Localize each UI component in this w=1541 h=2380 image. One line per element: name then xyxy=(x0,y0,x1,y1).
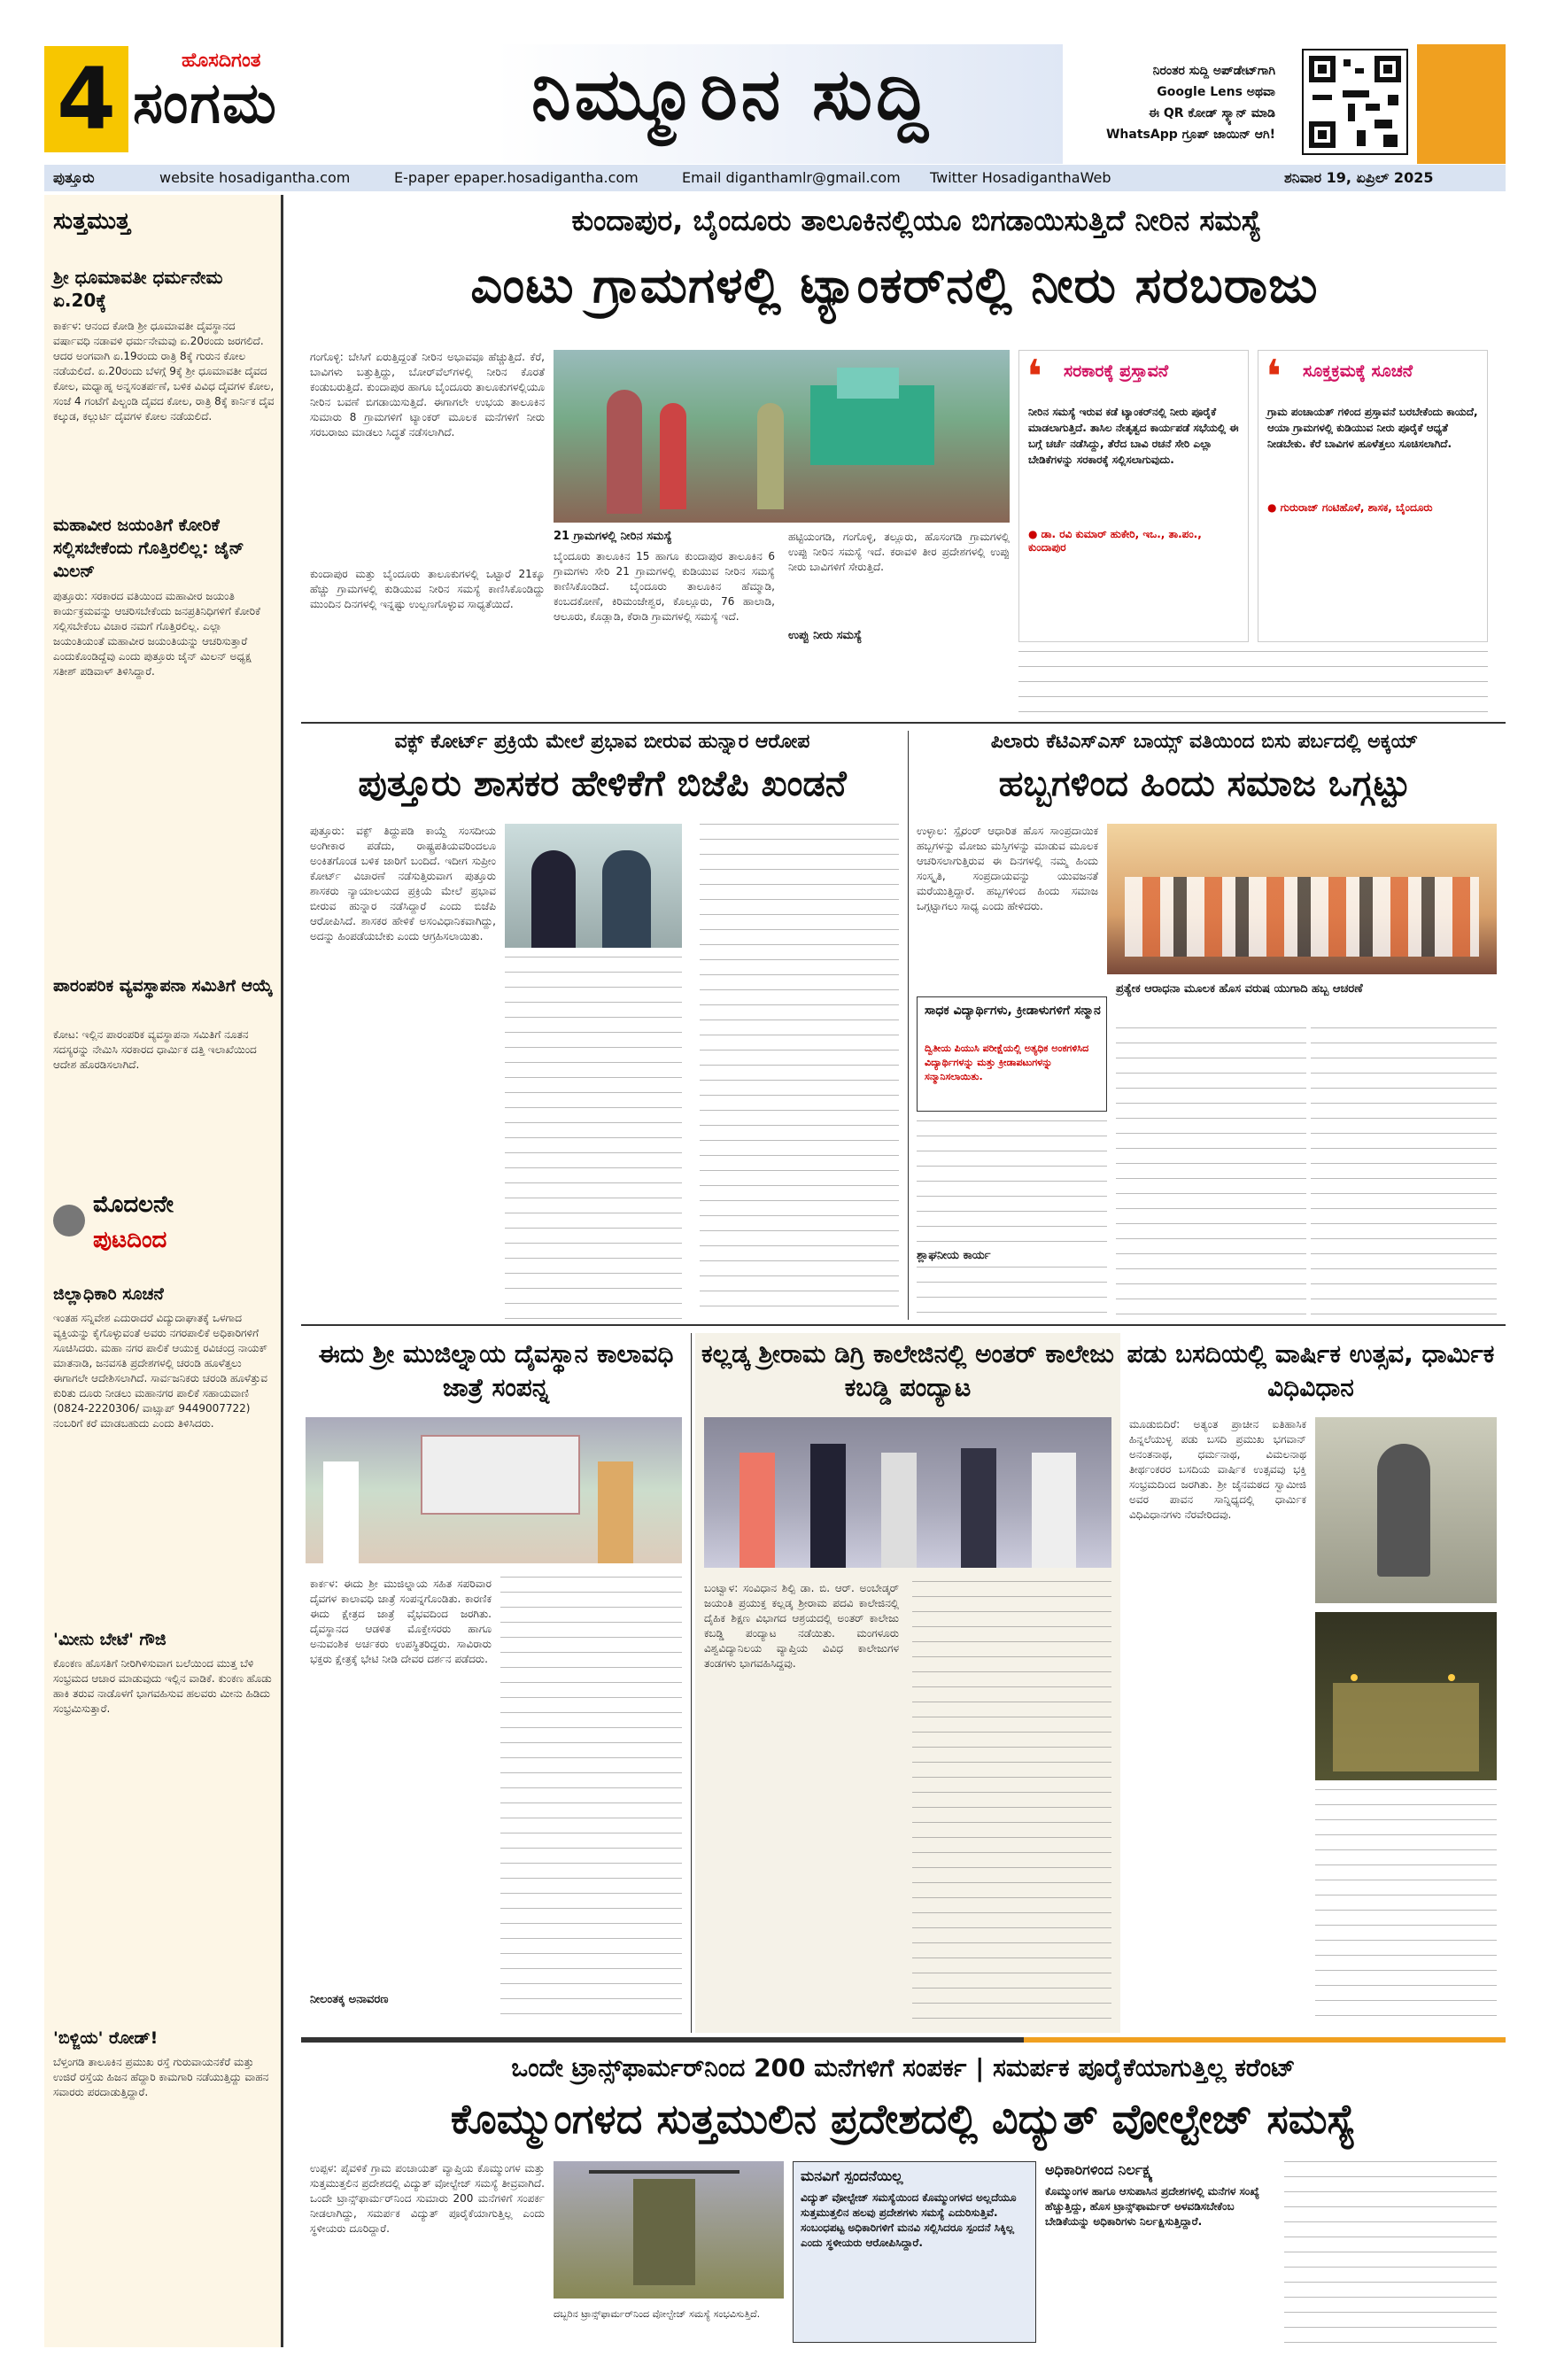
sidebar-feature-subtitle: ಪುಟದಿಂದ xyxy=(93,1227,167,1253)
sidebar-article: ಕೋಟ: ಇಲ್ಲಿನ ಪಾರಂಪರಿಕ ವ್ಯವಸ್ಥಾಪನಾ ಸಮಿತಿಗೆ ನೂತನ ಸದಸ್ಯರನ್ನು ನೇಮಿಸಿ ಸರಕಾರದ ಧಾರ್ಮಿಕ ದತ್ತಿ ಇಲಾಖೆಯಿಂದ ಆದೇಶ ಹೊರಡಿಸಲಾಗಿದೆ. xyxy=(53,1028,257,1071)
story3-subhead: ಶ್ಲಾಘನೀಯ ಕಾರ್ಯ xyxy=(917,1249,991,1262)
quote-head: ಸೂಕ್ತಕ್ರಮಕ್ಕೆ ಸೂಚನೆ xyxy=(1303,361,1413,381)
sidebar-section-name: ಸುತ್ತಮುತ್ತ xyxy=(53,208,131,235)
email-link[interactable]: Email diganthamlr@gmail.com xyxy=(682,169,901,186)
story7-box xyxy=(793,2161,1036,2343)
qr-text-line: WhatsApp ಗ್ರೂಪ್ ಜಾಯಿನ್ ಆಗಿ! xyxy=(1105,128,1275,142)
brand-small: ಹೊಸದಿಗಂತ xyxy=(182,50,261,72)
qr-instructions xyxy=(1072,60,1275,145)
story5-headline: ಕಲ್ಲಡ್ಕ ಶ್ರೀರಾಮ ಡಿಗ್ರಿ ಕಾಲೇಜಿನಲ್ಲಿ ಅಂತರ್ ಕಾಲೇಜು ಕಬಡ್ಡಿ ಪಂದ್ಯಾಟ xyxy=(701,1339,1114,1402)
story7-box2-body: ಕೊಮ್ಮುಂಗಳ ಹಾಗೂ ಆಸುಪಾಸಿನ ಪ್ರದೇಶಗಳಲ್ಲಿ ಮನೆಗಳ ಸಂಖ್ಯೆ ಹೆಚ್ಚುತ್ತಿದ್ದು, ಹೊಸ ಟ್ರಾನ್ಸ್‌ಫಾರ್ಮರ್ ಅಳವಡಿಸಬೇಕೆಂಬ ಬೇಡಿಕೆಯನ್ನು ಅಧಿಕಾರಿಗಳು ನಿರ್ಲಕ್ಷಿಸುತ್ತಿದ್ದಾರೆ. xyxy=(1045,2185,1260,2228)
story3-box2-head: ಪ್ರತ್ಯೇಕ ಆರಾಧನಾ ಮೂಲಕ ಹೊಸ ವರುಷ ಯುಗಾದಿ ಹಬ್ಬ ಆಚರಣೆ xyxy=(1116,982,1363,996)
quote-box xyxy=(1258,350,1488,642)
story3-box xyxy=(917,996,1107,1112)
lead-subbody-text: ಹಟ್ಟಿಯಂಗಡಿ, ಗಂಗೊಳ್ಳಿ, ತಲ್ಲೂರು, ಹೊಸಂಗಡಿ ಗ್ರಾಮಗಳಲ್ಲಿ ಉಪ್ಪು ನೀರಿನ ಸಮಸ್ಯೆ ಇದೆ. ಕರಾವಳಿ ತೀರ ಪ್ರದೇಶಗಳಲ್ಲಿ ಉಪ್ಪು ನೀರು ಬಾವಿಗಳಿಗೆ ಸೇರುತ್ತಿದೆ. xyxy=(788,531,1010,573)
divider-strip xyxy=(301,2037,1506,2043)
story3-box-body: ದ್ವಿತೀಯ ಪಿಯುಸಿ ಪರೀಕ್ಷೆಯಲ್ಲಿ ಅತ್ಯಧಿಕ ಅಂಕಗಳಿಸಿದ ವಿದ್ಯಾರ್ಥಿಗಳನ್ನು ಮತ್ತು ಕ್ರೀಡಾಪಟುಗಳನ್ನು ಸನ್ಮಾನಿಸಲಾಯಿತು. xyxy=(925,1043,1089,1082)
story7-box-body: ವಿದ್ಯುತ್ ವೋಲ್ಟೇಜ್ ಸಮಸ್ಯೆಯಿಂದ ಕೊಮ್ಮುಂಗಳದ ಅಲ್ಲದೆಯೂ ಸುತ್ತಮುತ್ತಲಿನ ಹಲವು ಪ್ರದೇಶಗಳು ಸಮಸ್ಯೆ ಎದುರಿಸುತ್ತಿವೆ. ಸಂಬಂಧಪಟ್ಟ ಅಧಿಕಾರಿಗಳಿಗೆ ಮನವಿ ಸಲ್ಲಿಸಿದರೂ ಸ್ಪಂದನೆ ಸಿಕ್ಕಿಲ್ಲ ಎಂದು ಸ್ಥಳೀಯರು ಆರೋಪಿಸಿದ್ದಾರೆ. xyxy=(801,2191,1017,2249)
sidebar-headline: 'ಬಿಳ್ಜಿಯ' ರೋಡ್! xyxy=(53,2028,159,2048)
city-label: ಪುತ್ತೂರು xyxy=(53,169,95,186)
lead-continuation-text xyxy=(1018,651,1488,717)
story7-body-column xyxy=(1284,2161,1497,2343)
story5-body-column xyxy=(912,1581,1111,2024)
sidebar-headline: ಮಹಾವೀರ ಜಯಂತಿಗೆ ಕೋರಿಕೆ ಸಲ್ಲಿಸಬೇಕೆಂದು ಗೊತ್ತಿರಲಿಲ್ಲ: ಜೈನ್ ಮಿಲನ್ xyxy=(53,516,244,581)
quote-body: ಗ್ರಾಮ ಪಂಚಾಯತ್ ಗಳಿಂದ ಪ್ರಸ್ತಾವನೆ ಬರಬೇಕೆಂದು ಕಾಯದೆ, ಆಯಾ ಗ್ರಾಮಗಳಲ್ಲಿ ಕುಡಿಯುವ ನೀರು ಪೂರೈಕೆ ಆಧ್ಯತೆ ನೀಡಬೇಕು. ಕೆರೆ ಬಾವಿಗಳ ಹೂಳೆತ್ತಲು ಸೂಚಿಸಲಾಗಿದೆ. xyxy=(1267,406,1478,450)
story3-headline: ಹಬ್ಬಗಳಿಂದ ಹಿಂದು ಸಮಾಜ ಒಗ್ಗಟ್ಟು xyxy=(998,764,1411,804)
lead-body: ಕುಂದಾಪುರ ಮತ್ತು ಬೈಂದೂರು ತಾಲೂಕುಗಳಲ್ಲಿ ಒಟ್ಟಾರೆ 21ಕ್ಕೂ ಹೆಚ್ಚು ಗ್ರಾಮಗಳಲ್ಲಿ ಕುಡಿಯುವ ನೀರಿನ ಸಮಸ್ಯೆ ಕಾಣಿಸಿಕೊಂಡಿದ್ದು ಮುಂದಿನ ದಿನಗಳಲ್ಲಿ ಇನ್ನಷ್ಟು ಉಲ್ಬಣಗೊಳ್ಳುವ ಸಾಧ್ಯತೆಯಿದೆ. xyxy=(310,568,545,610)
sidebar-article: ಕೊಂಕಣ ಹೊಸತಿಗೆ ನೀರಿಗಿಳಿಸುವಾಗ ಬಲೆಯಿಂದ ಮುತ್ತ ಬೆಳಿ ಸಂಭ್ರಮದ ಆಚಾರ ಮಾಡುವುದು ಇಲ್ಲಿನ ವಾಡಿಕೆ. ಕುಂಕಣ ಹೊಡು ಹಾಕಿ ತರುವ ನಾಡೊಳಗೆ ಭಾಗವಹಿಸುವ ಹಲವರು ಮೀನು ಹಿಡಿದು ಸಂಭ್ರಮಿಸುತ್ತಾರೆ. xyxy=(53,1657,272,1715)
orange-strip xyxy=(1417,44,1506,164)
lead-subhead: ಉಪ್ಪು ನೀರು ಸಮಸ್ಯೆ xyxy=(788,629,863,642)
story4-photo xyxy=(306,1417,682,1563)
story2-photo xyxy=(505,824,682,948)
sidebar-headline: ಶ್ರೀ ಧೂಮಾವತೀ ಧರ್ಮನೇಮ ಏ.20ಕ್ಕೆ xyxy=(53,267,223,311)
quote-icon: ❛ xyxy=(1026,351,1043,404)
story6-body-column xyxy=(1315,1789,1497,2024)
story3-body-column xyxy=(917,1267,1107,1320)
story6-body: ಮೂಡುಬಿದಿರೆ: ಅತ್ಯಂತ ಪ್ರಾಚೀನ ಐತಿಹಾಸಿಕ ಹಿನ್ನಲೆಯುಳ್ಳ ಪಡು ಬಸದಿ ಪ್ರಮುಖ ಭಗವಾನ್ ಅನಂತನಾಥ, ಧರ್ಮನಾಥ, ವಿಮಲನಾಥ ತೀರ್ಥಂಕರರ ಬಸದಿಯ ವಾರ್ಷಿಕ ಉತ್ಸವವು ಭಕ್ತಿ ಸಂಭ್ರಮದಿಂದ ಜರಗಿತು. ಶ್ರೀ ಜೈನಮಠದ ಸ್ವಾಮೀಜಿ ಅವರ ಪಾವನ ಸಾನ್ನಿಧ್ಯದಲ್ಲಿ ಧಾರ್ಮಿಕ ವಿಧಿವಿಧಾನಗಳು ನೆರವೇರಿದವು. xyxy=(1129,1418,1306,1521)
divider xyxy=(301,1324,1506,1326)
story7-box2-head: ಅಧಿಕಾರಿಗಳಿಂದ ನಿರ್ಲಕ್ಷ್ಯ xyxy=(1045,2161,1153,2178)
quote-byline: ● ಡಾ. ರವಿ ಕುಮಾರ್ ಹುಕೇರಿ, ಇಒ., ತಾ.ಪಂ., ಕುಂದಾಪುರ xyxy=(1028,528,1202,554)
story3-box-head: ಸಾಧಕ ವಿದ್ಯಾರ್ಥಿಗಳು, ಕ್ರೀಡಾಳುಗಳಿಗೆ ಸನ್ಮಾನ xyxy=(925,1004,1101,1018)
quote-body: ನೀರಿನ ಸಮಸ್ಯೆ ಇರುವ ಕಡೆ ಟ್ಯಾಂಕರ್‌ನಲ್ಲಿ ನೀರು ಪೂರೈಕೆ ಮಾಡಲಾಗುತ್ತಿದೆ. ತಾಸಿಲ ನೇತೃತ್ವದ ಕಾರ್ಯಪಡೆ ಸಭೆಯಲ್ಲಿ ಈ ಬಗ್ಗೆ ಚರ್ಚೆ ನಡೆಸಿದ್ದು, ತೆರೆದ ಬಾವಿ ರಚನೆ ಸೇರಿ ಎಲ್ಲಾ ಬೇಡಿಕೆಗಳನ್ನು ಸರಕಾರಕ್ಕೆ ಸಲ್ಲಿಸಲಾಗುವುದು. xyxy=(1028,406,1239,466)
story5-body: ಬಂಟ್ವಾಳ: ಸಂವಿಧಾನ ಶಿಲ್ಪಿ ಡಾ. ಬಿ. ಆರ್. ಅಂಬೇಡ್ಕರ್ ಜಯಂತಿ ಪ್ರಯುಕ್ತ ಕಲ್ಲಡ್ಕ ಶ್ರೀರಾಮ ಪದವಿ ಕಾಲೇಜಿನಲ್ಲಿ ದೈಹಿಕ ಶಿಕ್ಷಣ ವಿಭಾಗದ ಆಶ್ರಯದಲ್ಲಿ ಅಂತರ್ ಕಾಲೇಜು ಕಬಡ್ಡಿ ಪಂದ್ಯಾಟ ನಡೆಯಿತು. ಮಂಗಳೂರು ವಿಶ್ವವಿದ್ಯಾನಿಲಯ ವ್ಯಾಪ್ತಿಯ ವಿವಿಧ ಕಾಲೇಜುಗಳ ತಂಡಗಳು ಭಾಗವಹಿಸಿದ್ದವು. xyxy=(704,1582,899,1670)
lead-photo xyxy=(554,350,1010,523)
story4-byline: ನೀಲಂತಕ್ಕ ಅನಾವರಣ xyxy=(310,1993,389,2006)
qr-text-line: Google Lens ಅಥವಾ xyxy=(1157,85,1275,99)
story4-body: ಕಾರ್ಕಳ: ಈದು ಶ್ರೀ ಮುಜಿಲ್ನಾಯ ಸಹಿತ ಸಪರಿವಾರ ದೈವಗಳ ಕಾಲಾವಧಿ ಜಾತ್ರೆ ಸಂಪನ್ನಗೊಂಡಿತು. ಕಾರಣಿಕ ಈದು ಕ್ಷೇತ್ರದ ಜಾತ್ರೆ ವೈಭವದಿಂದ ಜರಗಿತು. ದೈವಸ್ಥಾನದ ಆಡಳಿತ ಮೊಕ್ತೇಸರರು ಹಾಗೂ ಅನುವಂಶಿಕ ಅರ್ಚಕರು ಉಪಸ್ಥಿತರಿದ್ದರು. ಸಾವಿರಾರು ಭಕ್ತರು ಕ್ಷೇತ್ರಕ್ಕೆ ಭೇಟಿ ನೀಡಿ ದೇವರ ದರ್ಶನ ಪಡೆದರು. xyxy=(310,1578,492,1665)
story4-headline: ಈದು ಶ್ರೀ ಮುಜಿಲ್ನಾಯ ದೈವಸ್ಥಾನ ಕಾಲಾವಧಿ ಜಾತ್ರೆ ಸಂಪನ್ನ xyxy=(318,1339,674,1402)
lead-kicker: ಕುಂದಾಪುರ, ಬೈಂದೂರು ತಾಲೂಕಿನಲ್ಲಿಯೂ ಬಿಗಡಾಯಿಸುತ್ತಿದೆ ನೀರಿನ ಸಮಸ್ಯೆ xyxy=(571,204,1262,237)
story2-headline: ಪುತ್ತೂರು ಶಾಸಕರ ಹೇಳಿಕೆಗೆ ಬಿಜೆಪಿ ಖಂಡನೆ xyxy=(358,764,847,804)
story3-body: ಉಳ್ಳಾಲ: ಸ್ಪೈರಂರ್ ಆಧಾರಿತ ಹೊಸ ಸಾಂಪ್ರದಾಯಿಕ ಹಬ್ಬಗಳನ್ನು ಮೋಜು ಮಸ್ತಿಗಳನ್ನು ಮಾಡುವ ಮೂಲಕ ಆಚರಿಸಲಾಗುತ್ತಿರುವ ಈ ದಿನಗಳಲ್ಲಿ ನಮ್ಮ ಹಿಂದು ಸಂಸ್ಕೃತಿ, ಸಂಪ್ರದಾಯವನ್ನು ಯುವಜನತೆ ಮರೆಯುತ್ತಿದ್ದಾರೆ. ಹಬ್ಬಗಳಿಂದ ಹಿಂದು ಸಮಾಜ ಒಗ್ಗಟ್ಟಾಗಲು ಸಾಧ್ಯ ಎಂದು ಹೇಳಿದರು. xyxy=(917,825,1098,912)
story7-kicker: ಒಂದೇ ಟ್ರಾನ್ಸ್‌ಫಾರ್ಮರ್‌ನಿಂದ 200 ಮನೆಗಳಿಗೆ ಸಂಪರ್ಕ | ಸಮರ್ಪಕ ಪೂರೈಕೆಯಾಗುತ್ತಿಲ್ಲ ಕರೆಂಟ್ xyxy=(511,2053,1296,2082)
divider xyxy=(301,722,1506,724)
column-rule xyxy=(691,1333,692,2033)
lead-subhead: 21 ಗ್ರಾಮಗಳಲ್ಲಿ ನೀರಿನ ಸಮಸ್ಯೆ xyxy=(554,530,672,543)
sidebar-article: ಕಾರ್ಕಳ: ಆನಂದ ಕೋಡಿ ಶ್ರೀ ಧೂಮಾವತೀ ದೈವಸ್ಥಾನದ ವರ್ಷಾವಧಿ ನಡಾವಳಿ ಧರ್ಮನೇಮವು ಏ.20ರಂದು ಜರಗಲಿದೆ. ಆದರ ಅಂಗವಾಗಿ ಏ.19ರಂದು ರಾತ್ರಿ 8ಕ್ಕೆ ಗುರುನ ಕೋಲ ನಡೆಯಲಿದೆ. ಏ.20ರಂದು ಬೆಳಗ್ಗೆ 9ಕ್ಕೆ ಶ್ರೀ ಧೂಮಾವತೀ ದೈವದ ಕೋಲ, ಮಧ್ಯಾಹ್ನ ಅನ್ನಸಂತರ್ಪಣೆ, ಬಳಿಕ ವಿವಿಧ ದೈವಗಳ ಕೋಲ, ಸಂಜೆ 4 ಗಂಟೆಗೆ ಪಿಲ್ಚಂಡಿ ದೈವದ ಕೋಲ, ರಾತ್ರಿ 8ಕ್ಕೆ ಕಾರ್ನಿಕ ದೈವ ಕಲ್ಕುಡ, ಕಲ್ಲುರ್ಟಿ ದೈವಗಳ ಕೋಲ ನಡೆಯಲಿದೆ. xyxy=(53,320,275,423)
story2-body-column xyxy=(505,957,682,1320)
story3-kicker: ಪಿಲಾರು ಕೆಟಿಎಸ್‌ಎಸ್ ಬಾಯ್ಸ್ ವತಿಯಿಂದ ಬಿಸು ಪರ್ಬದಲ್ಲಿ ಅಕ್ಕಯ್ xyxy=(990,731,1419,753)
qr-text-line: ಈ QR ಕೋಡ್ ಸ್ಕ್ಯಾನ್ ಮಾಡಿ xyxy=(1148,106,1275,120)
sidebar-feature-title: ಮೊದಲನೇ xyxy=(93,1191,174,1218)
story7-photo xyxy=(554,2161,784,2299)
story4-body-column xyxy=(500,1577,682,2020)
story7-caption: ದಬ್ಬರಿನ ಟ್ರಾನ್ಸ್‌ಫಾರ್ಮರ್‌ನಿಂದ ವೋಲ್ಟೇಜ್ ಸಮಸ್ಯೆ ಸಂಭವಿಸುತ್ತಿದೆ. xyxy=(554,2308,761,2320)
story7-body: ಉಪ್ಪಳ: ಪೈವಳಿಕೆ ಗ್ರಾಮ ಪಂಚಾಯತ್ ವ್ಯಾಪ್ತಿಯ ಕೊಮ್ಮುಂಗಳ ಮತ್ತು ಸುತ್ತಮುತ್ತಲಿನ ಪ್ರದೇಶದಲ್ಲಿ ವಿದ್ಯುತ್ ವೋಲ್ಟೇಜ್ ಸಮಸ್ಯೆ ತೀವ್ರವಾಗಿದೆ. ಒಂದೇ ಟ್ರಾನ್ಸ್‌ಫಾರ್ಮರ್‌ನಿಂದ ಸುಮಾರು 200 ಮನೆಗಳಿಗೆ ಸಂಪರ್ಕ ನೀಡಲಾಗಿದ್ದು, ಸಮರ್ಪಕ ವಿದ್ಯುತ್ ಪೂರೈಕೆಯಾಗುತ್ತಿಲ್ಲ ಎಂದು ಸ್ಥಳೀಯರು ದೂರಿದ್ದಾರೆ. xyxy=(310,2162,545,2235)
story2-kicker: ವಕ್ಫ್ ಕೋರ್ಟ್ ಪ್ರಕ್ರಿಯೆ ಮೇಲೆ ಪ್ರಭಾವ ಬೀರುವ ಹುನ್ನಾರ ಆರೋಪ xyxy=(394,731,810,753)
qr-text-line: ನಿರಂತರ ಸುದ್ದಿ ಅಪ್‌ಡೇಟ್‌ಗಾಗಿ xyxy=(1152,64,1275,78)
info-bar xyxy=(44,165,1506,191)
sidebar-article: ಪುತ್ತೂರು: ಸರಕಾರದ ವತಿಯಿಂದ ಮಹಾವೀರ ಜಯಂತಿ ಕಾರ್ಯಕ್ರಮವನ್ನು ಆಚರಿಸಬೇಕೆಂದು ಜನಪ್ರತಿನಿಧಿಗಳಿಗೆ ಕೋರಿಕೆ ಸಲ್ಲಿಸಬೇಕೆಂಬ ವಿಚಾರ ನಮಗೆ ಗೊತ್ತಿರಲಿಲ್ಲ. ಎಲ್ಲಾ ಜಯಂತಿಯಂತೆ ಮಹಾವೀರ ಜಯಂತಿಯನ್ನು ಆಚರಿಸುತ್ತಾರೆ ಎಂದುಕೊಂಡಿದ್ದೆವು ಎಂದು ಪುತ್ತೂರು ಜೈನ್ ಮಿಲನ್ ಅಧ್ಯಕ್ಷ ಸತೀಶ್ ಪಡಿವಾಳ್ ತಿಳಿಸಿದ್ದಾರೆ. xyxy=(53,590,260,678)
story3-body-column xyxy=(917,1120,1107,1249)
section-title: ನಿಮ್ಮೂರಿನ ಸುದ್ದಿ xyxy=(531,53,932,136)
brand-logo: ಸಂಗಮ xyxy=(133,71,278,136)
story6-photo-2 xyxy=(1315,1612,1497,1780)
sidebar-article: ಬೆಳ್ತಂಗಡಿ ತಾಲೂಕಿನ ಪ್ರಮುಖ ರಸ್ತೆ ಗುರುವಾಯನಕೆರೆ ಮತ್ತು ಉಜಿರೆ ರಸ್ತೆಯ ಹಿಜನ ಹೆದ್ದಾರಿ ಕಾಮಗಾರಿ ನಡೆಯುತ್ತಿದ್ದು ವಾಹನ ಸವಾರರು ಪರದಾಡುತ್ತಿದ್ದಾರೆ. xyxy=(53,2056,269,2098)
quote-byline: ● ಗುರುರಾಜ್ ಗಂಟಿಹೊಳೆ, ಶಾಸಕ, ಬೈಂದೂರು xyxy=(1267,501,1433,514)
column-rule xyxy=(908,731,909,1320)
epaper-link[interactable]: E-paper epaper.hosadigantha.com xyxy=(394,169,639,186)
quote-icon: ❛ xyxy=(1266,351,1282,404)
story7-headline: ಕೊಮ್ಮುಂಗಳದ ಸುತ್ತಮುಲಿನ ಪ್ರದೇಶದಲ್ಲಿ ವಿದ್ಯುತ್ ವೋಲ್ಟೇಜ್ ಸಮಸ್ಯೆ xyxy=(450,2095,1357,2143)
sidebar-article: ಇಂತಹ ಸನ್ನಿವೇಶ ಎದುರಾದರೆ ವಿದ್ಯುದಾಘಾತಕ್ಕೆ ಒಳಗಾದ ವ್ಯಕ್ತಿಯನ್ನು ಕೈಗೊಳ್ಳುವಂತೆ ಅವರು ನಗರಪಾಲಿಕೆ ಅಧಿಕಾರಿಗಳಿಗೆ ಸೂಚಿಸಿದರು. ಮಹಾ ನಗರ ಪಾಲಿಕೆ ಆಯುಕ್ತ ರವಿಚಂದ್ರ ನಾಯಕ್ ಮಾತನಾಡಿ, ಜನವಸತಿ ಪ್ರದೇಶಗಳಲ್ಲಿ ಚರಂಡಿ ಹೂಳೆತ್ತಲು ಈಗಾಗಲೇ ಆದೇಶಿಸಲಾಗಿದೆ. ಸಾರ್ವಜನಿಕರು ಚರಂಡಿ ಹೂಳೆತ್ತುವ ಕುರಿತು ದೂರು ನೀಡಲು ಮಹಾನಗರ ಪಾಲಿಕೆ ಸಹಾಯವಾಣಿ (0824-2220306/ ವಾಟ್ಸಾಪ್ 9449007722) ನಂಬರಿಗೆ ಕರೆ ಮಾಡಬಹುದು ಎಂದು ತಿಳಿಸಿದರು. xyxy=(53,1312,267,1430)
story7-box-head: ಮನವಿಗೆ ಸ್ಪಂದನೆಯಿಲ್ಲ xyxy=(801,2167,903,2184)
page-number: 4 xyxy=(44,46,128,152)
lead-subbody: ಬೈಂದೂರು ತಾಲೂಕಿನ 15 ಹಾಗೂ ಕುಂದಾಪುರ ತಾಲೂಕಿನ 6 ಗ್ರಾಮಗಳು ಸೇರಿ 21 ಗ್ರಾಮಗಳಲ್ಲಿ ಕುಡಿಯುವ ನೀರಿನ ಸಮಸ್ಯೆ ಕಾಣಿಸಿಕೊಂಡಿದೆ. ಬೈಂದೂರು ತಾಲೂಕಿನ ಹೆಮ್ಮಾಡಿ, ಕಂಬದಕೋಣೆ, ಕಿರಿಮಂಜೇಶ್ವರ, ಕೊಲ್ಲೂರು, 76 ಹಾಲಾಡಿ, ಆಲೂರು, ಕೊಡ್ಲಾಡಿ, ಕೆರಾಡಿ ಗ್ರಾಮಗಳಲ್ಲಿ ಸಮಸ್ಯೆ ಇದೆ. xyxy=(554,550,775,623)
story3-body-column xyxy=(1116,1027,1306,1320)
story3-photo xyxy=(1107,824,1497,974)
story6-photo-1 xyxy=(1315,1417,1497,1603)
story2-body: ಪುತ್ತೂರು: ವಕ್ಫ್ ತಿದ್ದುಪಡಿ ಕಾಯ್ದೆ ಸಂಸದೀಯ ಅಂಗೀಕಾರ ಪಡೆದು, ರಾಷ್ಟ್ರಪತಿಯವರಿಂದಲೂ ಅಂಕಿತಗೊಂಡ ಬಳಿಕ ಜಾರಿಗೆ ಬಂದಿದೆ. ಇದೀಗ ಸುಪ್ರೀಂ ಕೋರ್ಟ್ ವಿಚಾರಣೆ ನಡೆಸುತ್ತಿರುವಾಗ ಪುತ್ತೂರು ಶಾಸಕರು ನ್ಯಾಯಾಲಯದ ಪ್ರಕ್ರಿಯೆ ಮೇಲೆ ಪ್ರಭಾವ ಬೀರುವ ಹುನ್ನಾರ ನಡೆಸಿದ್ದಾರೆ ಎಂದು ಬಿಜೆಪಿ ಆರೋಪಿಸಿದೆ. ಶಾಸಕರ ಹೇಳಿಕೆ ಅಸಂವಿಧಾನಿಕವಾಗಿದ್ದು, ಅದನ್ನು ಹಿಂಪಡೆಯಬೇಕು ಎಂದು ಆಗ್ರಹಿಸಲಾಯಿತು. xyxy=(310,825,496,942)
pencil-icon xyxy=(53,1205,85,1237)
twitter-link[interactable]: Twitter HosadiganthaWeb xyxy=(930,169,1111,186)
lead-headline: ಎಂಟು ಗ್ರಾಮಗಳಲ್ಲಿ ಟ್ಯಾಂಕರ್‌ನಲ್ಲಿ ನೀರು ಸರಬರಾಜು xyxy=(470,257,1319,314)
lead-body: ಗಂಗೊಳ್ಳಿ: ಬೇಸಿಗೆ ಏರುತ್ತಿದ್ದಂತೆ ನೀರಿನ ಅಭಾವವೂ ಹೆಚ್ಚುತ್ತಿದೆ. ಕೆರೆ, ಬಾವಿಗಳು ಬತ್ತುತ್ತಿದ್ದು, ಬೋರ್‌ವೆಲ್‌ಗಳಲ್ಲಿ ನೀರಿನ ಕೊರತೆ ಕಂಡುಬರುತ್ತಿದೆ. ಕುಂದಾಪುರ ಹಾಗೂ ಬೈಂದೂರು ತಾಲೂಕುಗಳಲ್ಲಿಯೂ ನೀರಿನ ಬವಣೆ ಬಿಗಡಾಯಿಸುತ್ತಿದೆ. ಈಗಾಗಲೇ ಉಭಯ ತಾಲೂಕಿನ ಸುಮಾರು 8 ಗ್ರಾಮಗಳಿಗೆ ಟ್ಯಾಂಕರ್ ಮೂಲಕ ಮನೆಗಳಿಗೆ ನೀರು ಸರಬರಾಜು ಮಾಡಲು ಸಿದ್ಧತೆ ನಡೆಸಲಾಗಿದೆ. xyxy=(310,351,545,438)
lead-subbody xyxy=(788,530,1010,627)
story5-photo xyxy=(704,1417,1111,1568)
sidebar-headline: ಜಿಲ್ಲಾಧಿಕಾರಿ ಸೂಚನೆ xyxy=(53,1284,164,1304)
sidebar-headline: 'ಮೀನು ಬೇಟೆ' ಗೌಜಿ xyxy=(53,1630,166,1649)
sidebar-headline: ಪಾರಂಪರಿಕ ವ್ಯವಸ್ಥಾಪನಾ ಸಮಿತಿಗೆ ಆಯ್ಕೆ xyxy=(53,976,273,996)
story3-body-column xyxy=(1311,1027,1497,1320)
story2-body-column xyxy=(700,824,899,1320)
quote-head: ಸರಕಾರಕ್ಕೆ ಪ್ರಸ್ತಾವನೆ xyxy=(1064,361,1169,381)
date-label: ಶನಿವಾರ 19, ಏಪ್ರಿಲ್ 2025 xyxy=(1284,169,1434,186)
website-link[interactable]: website hosadigantha.com xyxy=(159,169,351,186)
story6-headline: ಪಡು ಬಸದಿಯಲ್ಲಿ ವಾರ್ಷಿಕ ಉತ್ಸವ, ಧಾರ್ಮಿಕ ವಿಧಿವಿಧಾನ xyxy=(1127,1339,1495,1402)
quote-box xyxy=(1018,350,1249,642)
qr-code[interactable] xyxy=(1302,49,1408,155)
